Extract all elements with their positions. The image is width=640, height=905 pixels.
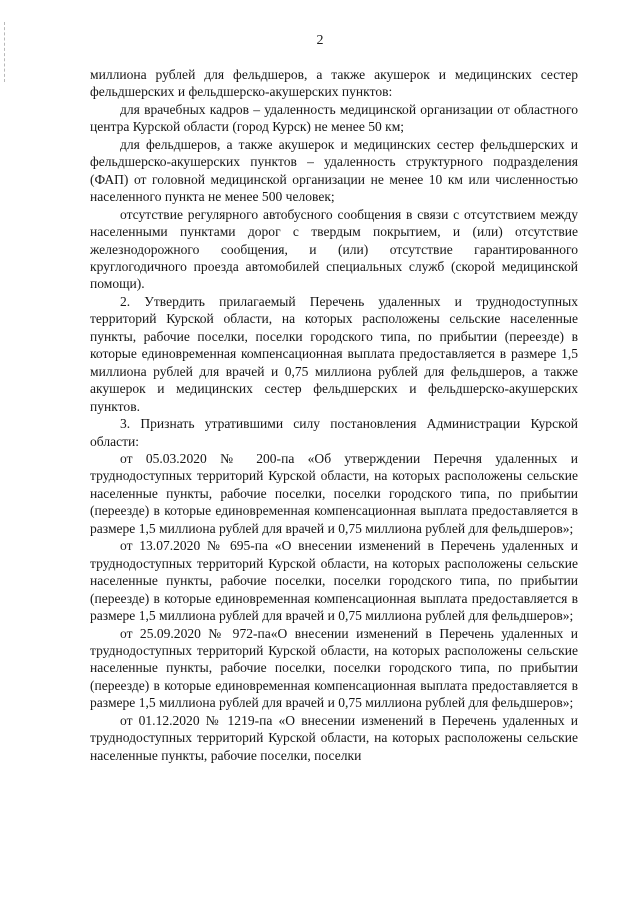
document-body	[90, 66, 578, 764]
paragraph-resolution-695: от 13.07.2020 № 695-па «О внесении изменений в Перечень удаленных и труднодоступных территорий Курской области, на которых расположены сельские населенные пункты, рабочие поселки, поселки городского типа, по прибытии (переезде) в которые единовременная компенсационная выплата предоставляется в размере 1,5 миллиона рублей для врачей и 0,75 миллиона рублей для фельдшеров»;	[90, 538, 578, 624]
paragraph-doctors-criterion: для врачебных кадров – удаленность медицинской организации от областного центра Курской области (город Курск) не менее 50 км;	[90, 101, 578, 135]
scan-edge-mark	[4, 22, 6, 82]
paragraph-resolution-1219: от 01.12.2020 № 1219-па «О внесении изменений в Перечень удаленных и труднодоступных территорий Курской области, на которых расположены сельские населенные пункты, рабочие поселки, поселки	[90, 712, 578, 763]
paragraph-item-3: 3. Признать утратившими силу постановления Администрации Курской области:	[90, 416, 578, 449]
paragraph-continuation: миллиона рублей для фельдшеров, а также акушерок и медицинских сестер фельдшерских и фельдшерско-акушерских пунктов:	[90, 67, 578, 100]
paragraph-item-2: 2. Утвердить прилагаемый Перечень удаленных и труднодоступных территорий Курской области, на которых расположены сельские населенные пункты, рабочие поселки, поселки городского типа, по прибытии (переезде) в которые единовременная компенсационная выплата предоставляется в размере 1,5 миллиона рублей для врачей и 0,75 миллиона рублей для фельдшеров, а также акушерок и медицинских сестер фельдшерских и фельдшерско-акушерских пунктов.	[90, 293, 578, 414]
paragraph-resolution-972: от 25.09.2020 № 972-па«О внесении изменений в Перечень удаленных и труднодоступных территорий Курской области, на которых расположены сельские населенные пункты, рабочие поселки, поселки городского типа, по прибытии (переезде) в которые единовременная компенсационная выплата предоставляется в размере 1,5 миллиона рублей для врачей и 0,75 миллиона рублей для фельдшеров»;	[90, 625, 578, 711]
paragraph-resolution-200: от 05.03.2020 № 200-па «Об утверждении Перечня удаленных и труднодоступных территорий Курской области, на которых расположены сельские населенные пункты, рабочие поселки, поселки городского типа, по прибытии (переезде) в которые единовременная компенсационная выплата предоставляется в размере 1,5 миллиона рублей для врачей и 0,75 миллиона рублей для фельдшеров»;	[90, 450, 578, 536]
page-number: 2	[316, 33, 324, 48]
paragraph-transport-criterion: отсутствие регулярного автобусного сообщения в связи с отсутствием между населенными пунктами дорог с твердым покрытием, и (или) отсутствие железнодорожного сообщения, и (или) отсутствие гарантированного круглогодичного проезда автомобилей специальных служб (скорой медицинской помощи).	[90, 206, 578, 292]
paragraph-paramedics-criterion: для фельдшеров, а также акушерок и медицинских сестер фельдшерских и фельдшерско-акушерских пунктов – удаленность структурного подразделения (ФАП) от головной медицинской организации не менее 10 км или численностью населенного пункта не менее 500 человек;	[90, 136, 578, 205]
